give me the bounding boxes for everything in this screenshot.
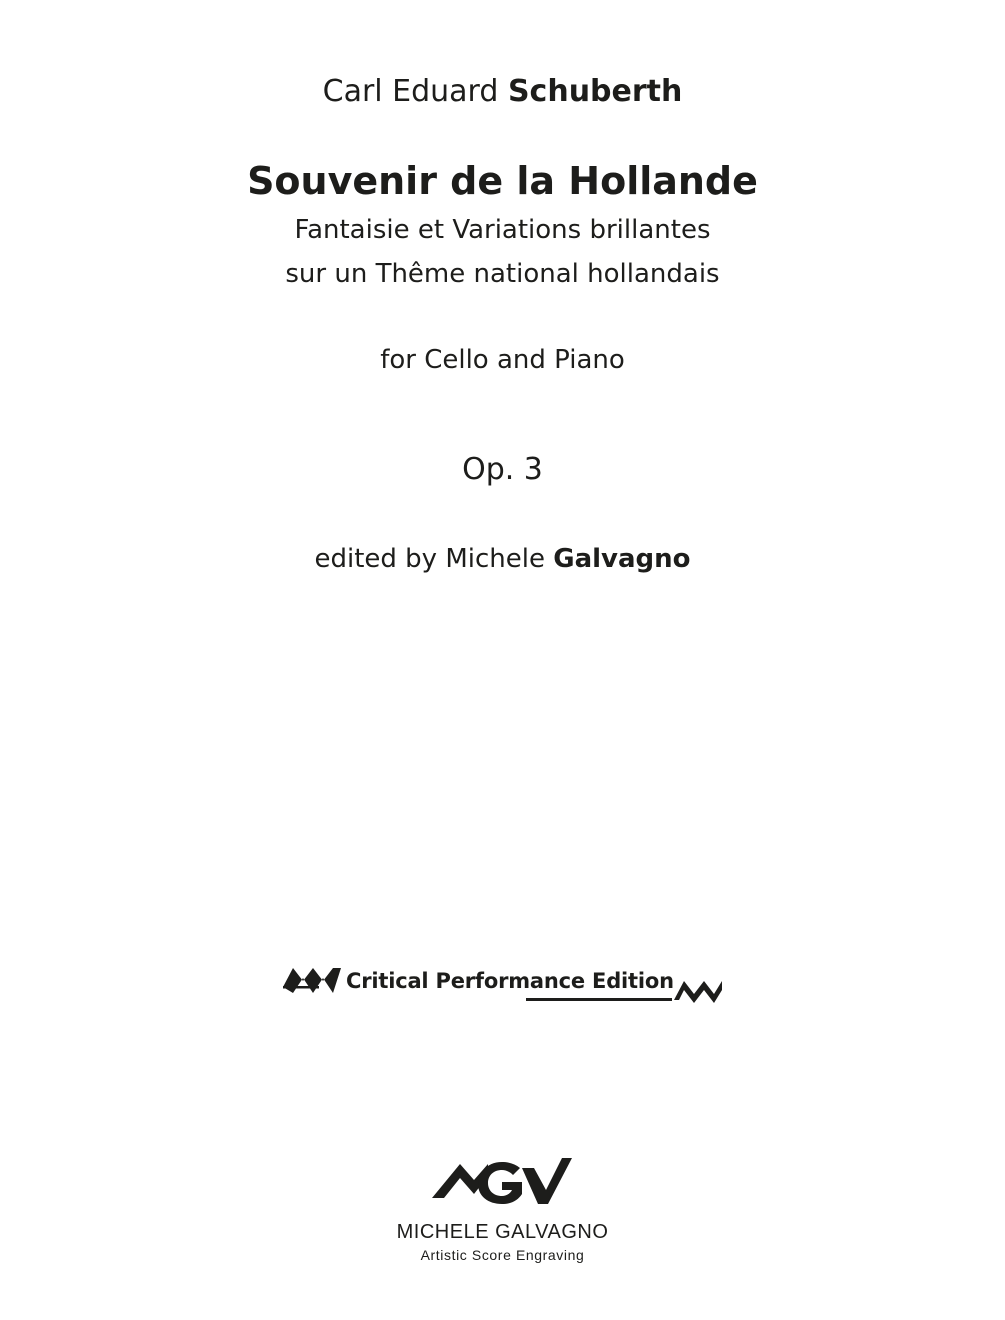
- edition-underline: [526, 998, 672, 1001]
- edition-zigzag-left-icon: [283, 968, 341, 993]
- opus-number: Op. 3: [462, 452, 543, 487]
- composer-last-name: Schuberth: [507, 74, 683, 109]
- edition-badge-label: Critical Performance Edition: [346, 969, 674, 993]
- instrumentation: for Cello and Piano: [380, 345, 625, 375]
- editor-last-name: Galvagno: [553, 544, 691, 574]
- edition-zigzag-right-icon: [674, 981, 722, 1003]
- publisher-tagline: Artistic Score Engraving: [420, 1247, 585, 1263]
- editor-credit: [0, 544, 1005, 574]
- composer-name: [0, 74, 1005, 109]
- publisher-name: MICHELE GALVAGNO: [396, 1221, 609, 1243]
- subtitle-line-2: sur un Thême national hollandais: [285, 259, 720, 289]
- mgv-logo-icon: [430, 1150, 575, 1210]
- composer-first-name: Carl Eduard: [322, 74, 499, 109]
- editor-prefix: edited by Michele: [314, 544, 545, 574]
- subtitle-line-1: Fantaisie et Variations brillantes: [294, 215, 711, 245]
- work-title: Souvenir de la Hollande: [247, 159, 758, 203]
- edition-left-rule: [283, 986, 319, 989]
